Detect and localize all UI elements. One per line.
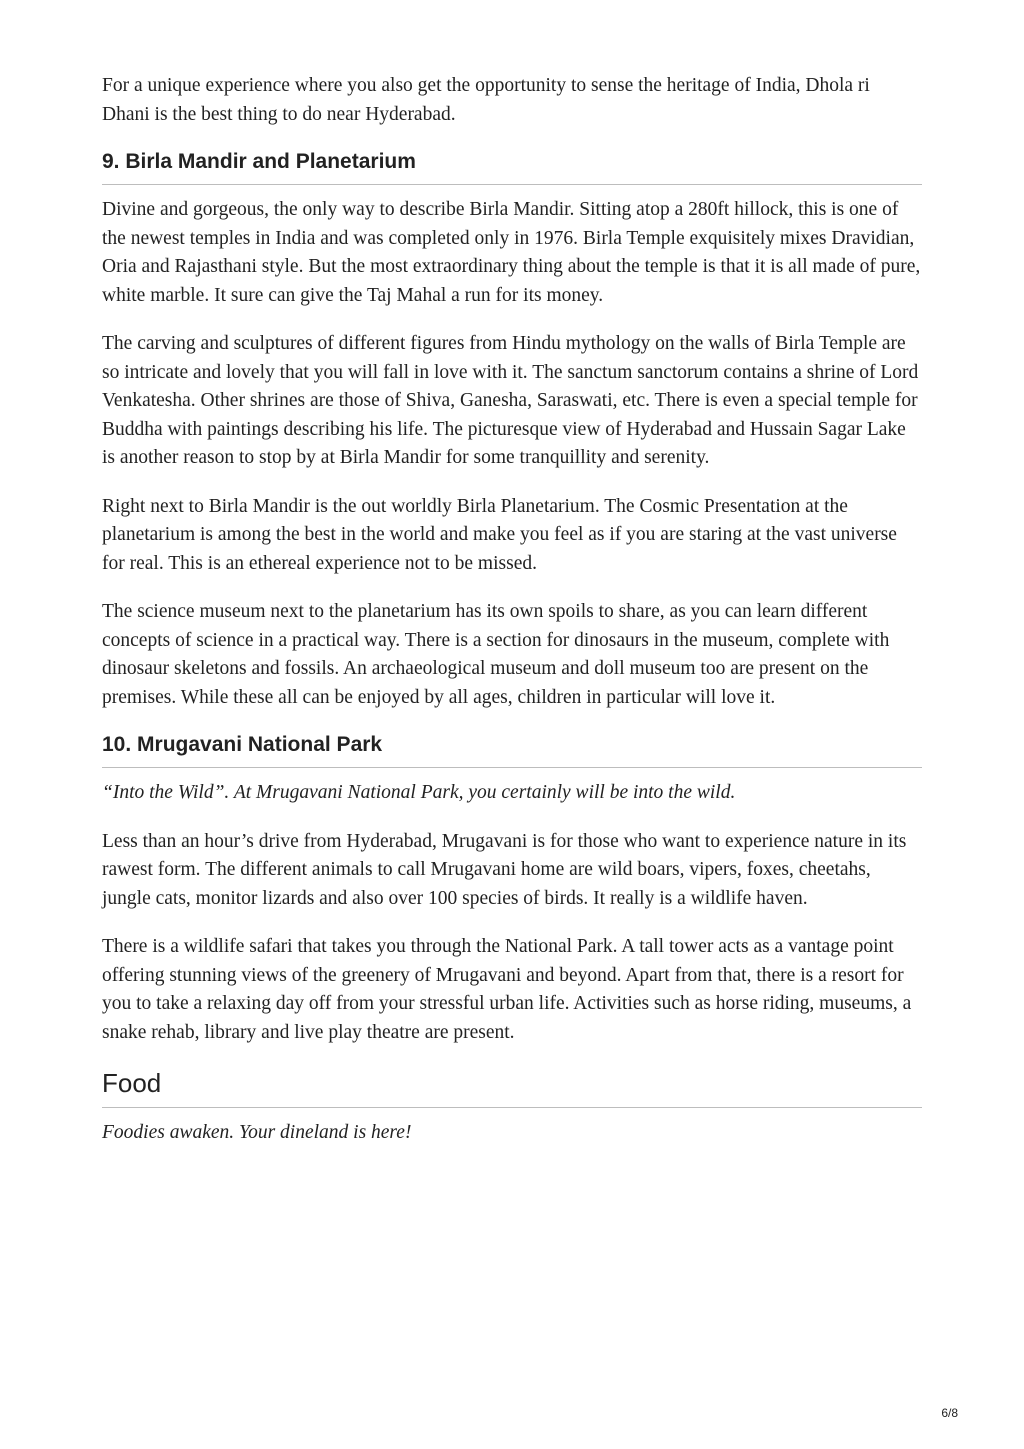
- mrugavani-paragraph-1: Less than an hour’s drive from Hyderabad, Mrugavani is for those who want to experience nature in its rawest form. The different animals to call Mrugavani home are wild boars, vipers, foxes, cheetahs, jungle cats, monitor lizards and also over 100 species of birds. It really is a wildlife haven.: [102, 830, 907, 909]
- page-number: 6/8: [941, 1406, 958, 1420]
- section-heading-food: Food: [102, 1067, 922, 1108]
- mrugavani-quote: “Into the Wild”. At Mrugavani National Park, you certainly will be into the wild.: [102, 782, 736, 803]
- section-heading-birla-mandir: 9. Birla Mandir and Planetarium: [102, 149, 922, 185]
- food-tagline: Foodies awaken. Your dineland is here!: [102, 1122, 412, 1143]
- section-heading-mrugavani: 10. Mrugavani National Park: [102, 732, 922, 768]
- birla-paragraph-4: The science museum next to the planetarium has its own spoils to share, as you can learn different concepts of science in a practical way. There is a section for dinosaurs in the museum, complete with dinosaur skeletons and fossils. An archaeological museum and doll museum too are present on the premises. While these all can be enjoyed by all ages, children in particular will love it.: [102, 601, 890, 708]
- birla-paragraph-2: The carving and sculptures of different figures from Hindu mythology on the walls of Birla Temple are so intricate and lovely that you will fall in love with it. The sanctum sanctorum contains a shrine of Lord Venkatesha. Other shrines are those of Shiva, Ganesha, Saraswati, etc. There is even a special temple for Buddha with paintings describing his life. The picturesque view of Hyderabad and Hussain Sagar Lake is another reason to stop by at Birla Mandir for some tranquillity and serenity.: [102, 333, 919, 468]
- intro-paragraph: For a unique experience where you also get the opportunity to sense the heritage of India, Dhola ri Dhani is the best thing to do near Hyderabad.: [102, 75, 870, 125]
- birla-paragraph-3: Right next to Birla Mandir is the out worldly Birla Planetarium. The Cosmic Presentation at the planetarium is among the best in the world and make you feel as if you are staring at the vast universe for real. This is an ethereal experience not to be missed.: [102, 495, 897, 574]
- article-body: [102, 72, 922, 1168]
- mrugavani-paragraph-2: There is a wildlife safari that takes you through the National Park. A tall tower acts as a vantage point offering stunning views of the greenery of Mrugavani and beyond. Apart from that, there is a resort for you to take a relaxing day off from your stressful urban life. Activities such as horse riding, museums, a snake rehab, library and live play theatre are present.: [102, 936, 912, 1043]
- birla-paragraph-1: Divine and gorgeous, the only way to describe Birla Mandir. Sitting atop a 280ft hillock, this is one of the newest temples in India and was completed only in 1976. Birla Temple exquisitely mixes Dravidian, Oria and Rajasthani style. But the most extraordinary thing about the temple is that it is all made of pure, white marble. It sure can give the Taj Mahal a run for its money.: [102, 199, 921, 306]
